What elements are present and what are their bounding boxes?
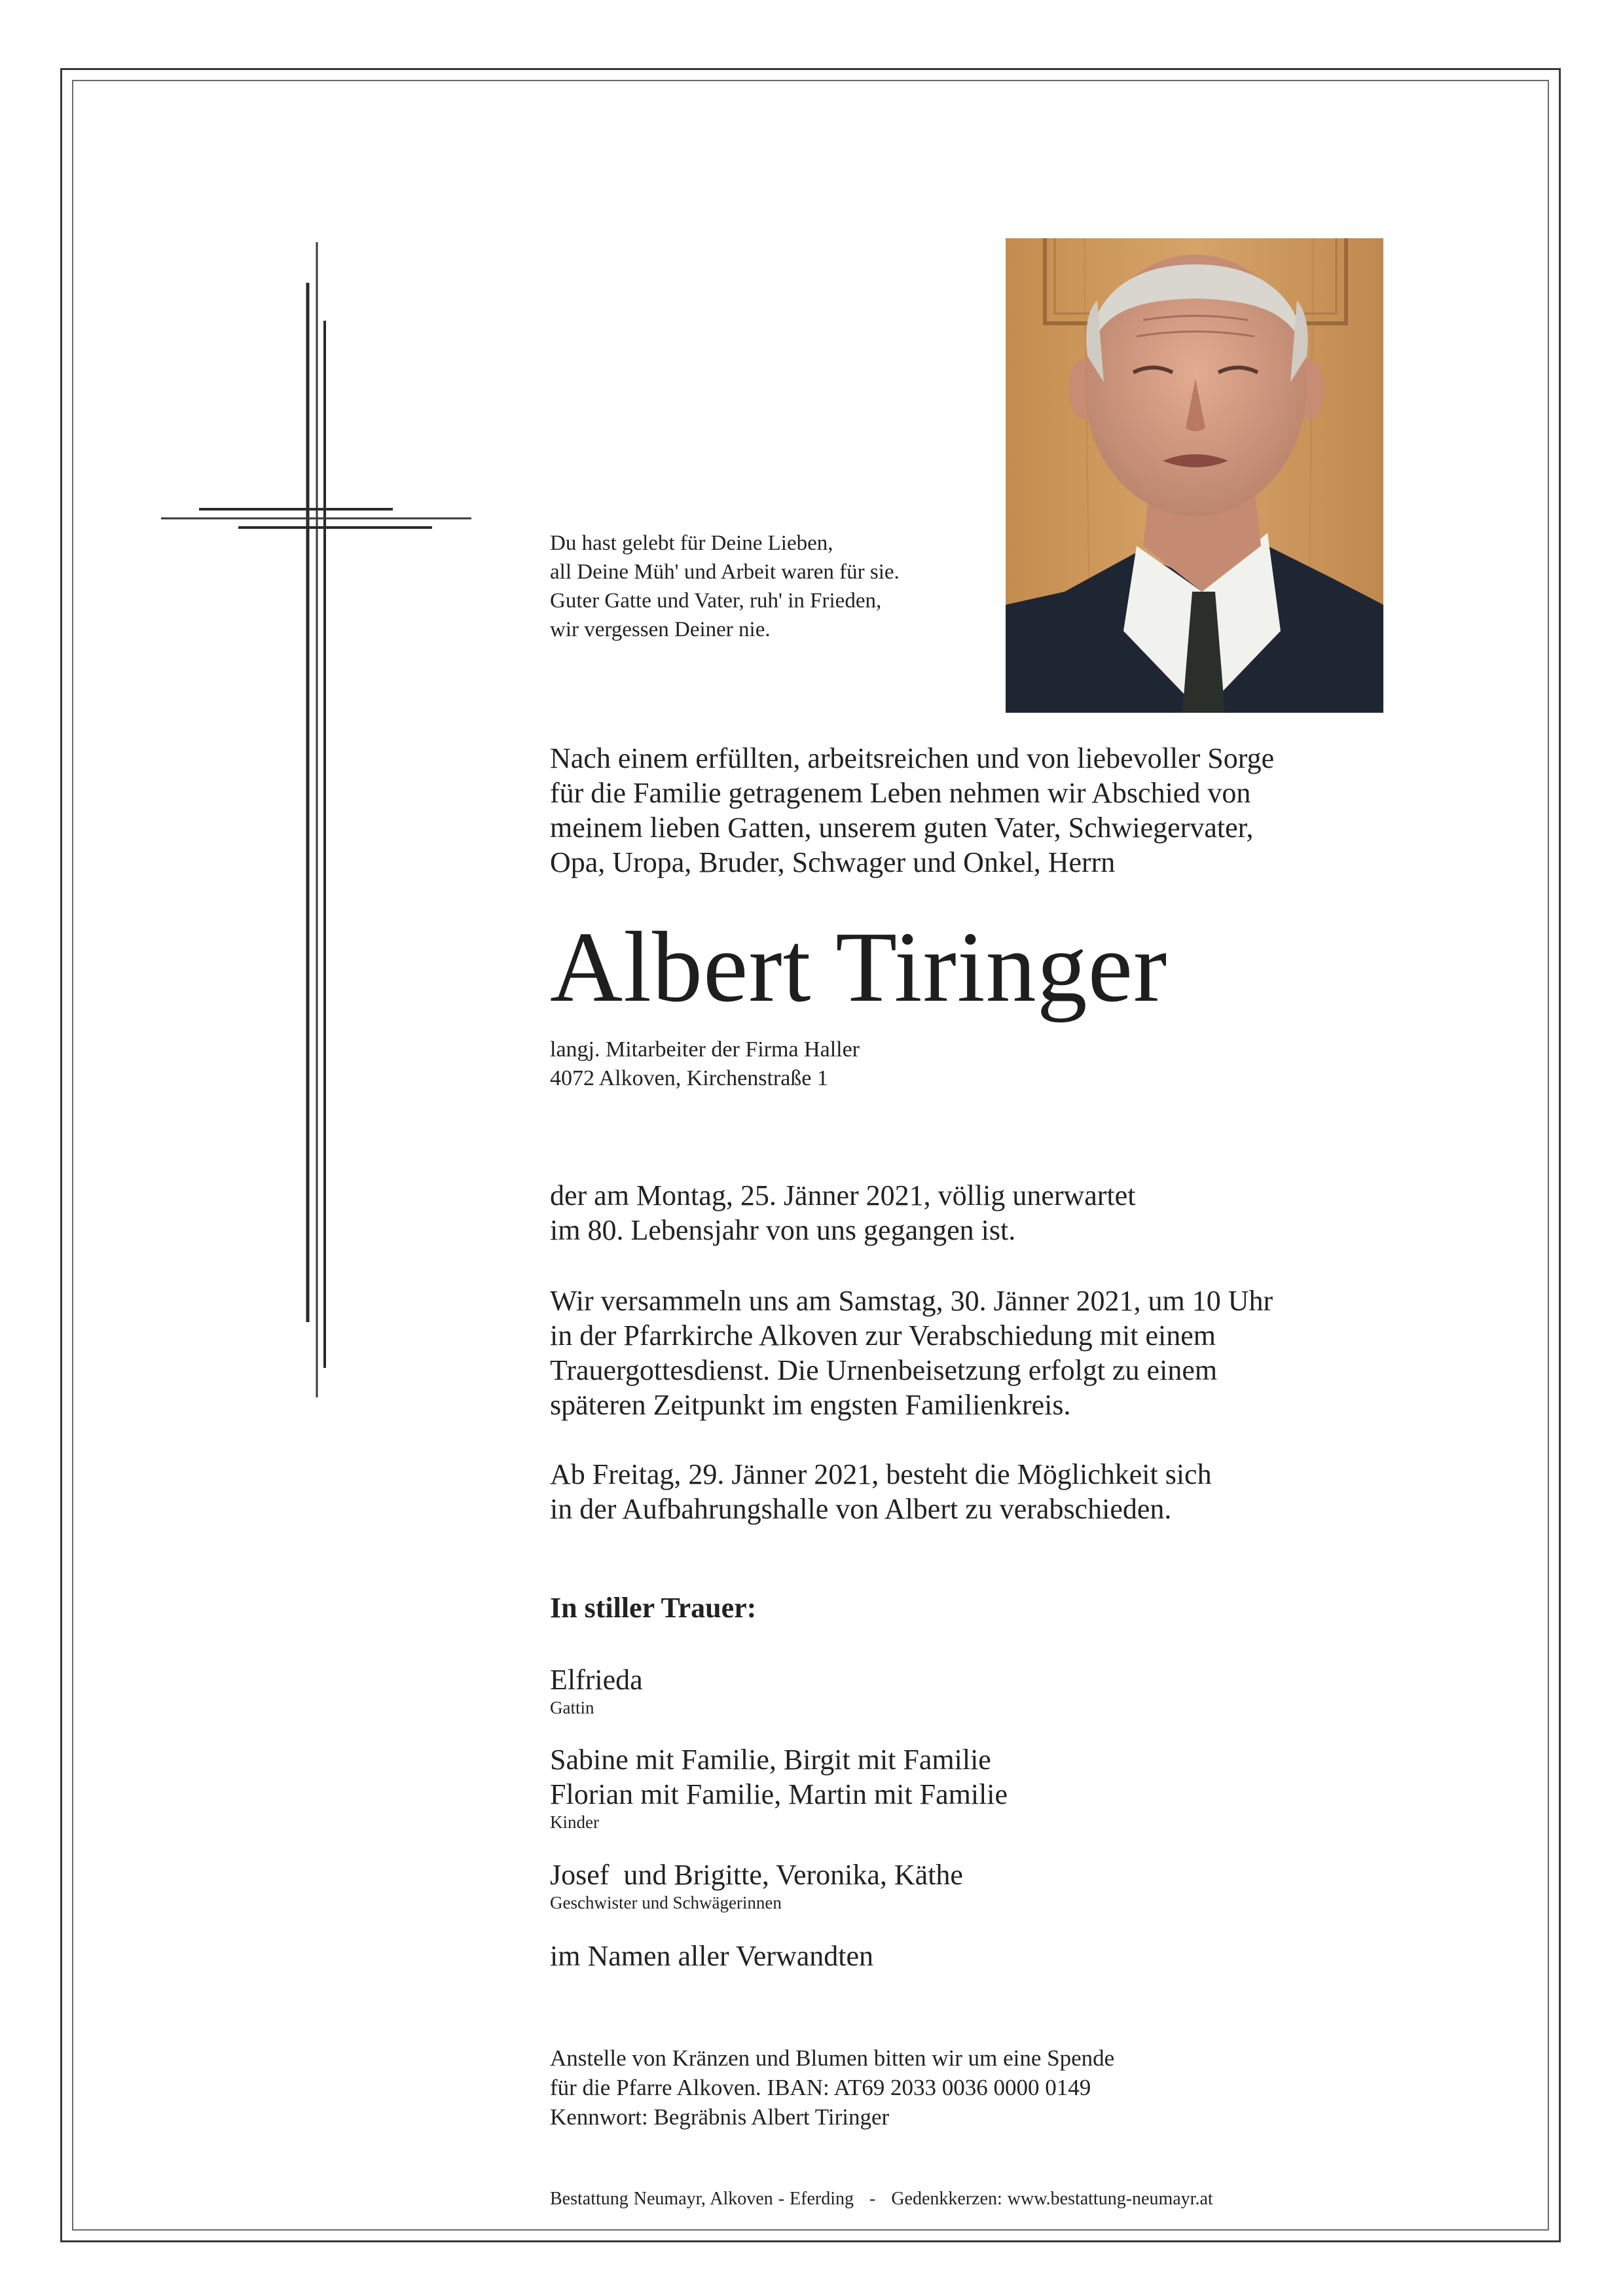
mourners-closing: im Namen aller Verwandten	[550, 1940, 874, 1972]
mourners-heading: In stiller Trauer:	[550, 1592, 757, 1624]
mourner-relation: Geschwister und Schwägerinnen	[550, 1893, 782, 1912]
deceased-name: Albert Tiringer	[550, 912, 1168, 1023]
cross-icon	[157, 242, 478, 1401]
mourner-name: Elfrieda	[550, 1664, 643, 1696]
deceased-details	[550, 1035, 860, 1093]
intro-line: meinem lieben Gatten, unserem guten Vater, Schwiegervater,	[550, 812, 1254, 844]
donation-line: Anstelle von Kränzen und Blumen bitten wir um eine Spende	[550, 2045, 1115, 2071]
mourner-name: Florian mit Familie, Martin mit Familie	[550, 1778, 1008, 1810]
mourner-relation: Gattin	[550, 1698, 594, 1717]
service-line: in der Pfarrkirche Alkoven zur Verabschiedung mit einem	[550, 1319, 1216, 1352]
service-line: Trauergottesdienst. Die Urnenbeisetzung erfolgt zu einem	[550, 1354, 1218, 1386]
intro-line: für die Familie getragenem Leben nehmen wir Abschied von	[550, 777, 1251, 809]
donation-line: Kennwort: Begräbnis Albert Tiringer	[550, 2104, 890, 2130]
poem-line: wir vergessen Deiner nie.	[550, 618, 771, 641]
intro-line: Nach einem erfüllten, arbeitsreichen und von liebevoller Sorge	[550, 742, 1275, 774]
viewing-paragraph	[550, 1457, 1212, 1526]
mourner-group	[550, 1857, 963, 1913]
death-notice	[550, 1178, 1135, 1247]
poem	[550, 529, 900, 644]
intro-paragraph	[550, 741, 1274, 880]
poem-line: Guter Gatte und Vater, ruh' in Frieden,	[550, 589, 882, 613]
deceased-occupation: langj. Mitarbeiter der Firma Haller	[550, 1037, 860, 1062]
service-paragraph	[550, 1283, 1273, 1422]
footer-text: Bestattung Neumayr, Alkoven - Eferding - Gedenkkerzen: www.bestattung-neumayr.at	[550, 2189, 1213, 2209]
mourner-name: Sabine mit Familie, Birgit mit Familie	[550, 1744, 991, 1776]
death-notice-line: der am Montag, 25. Jänner 2021, völlig unerwartet	[550, 1179, 1136, 1211]
service-line: Wir versammeln uns am Samstag, 30. Jänner 2021, um 10 Uhr	[550, 1285, 1273, 1317]
mourner-group	[550, 1662, 643, 1718]
donation-note	[550, 2043, 1114, 2132]
mourner-name: Josef und Brigitte, Veronika, Käthe	[550, 1859, 963, 1891]
deceased-address: 4072 Alkoven, Kirchenstraße 1	[550, 1066, 828, 1090]
intro-line: Opa, Uropa, Bruder, Schwager und Onkel, Herrn	[550, 846, 1116, 878]
poem-line: Du hast gelebt für Deine Lieben,	[550, 531, 833, 555]
donation-line: für die Pfarre Alkoven. IBAN: AT69 2033 0036 0000 0149	[550, 2075, 1091, 2100]
death-notice-line: im 80. Lebensjahr von uns gegangen ist.	[550, 1214, 1016, 1246]
portrait-photo	[1006, 238, 1383, 713]
service-line: späteren Zeitpunkt im engsten Familienkreis.	[550, 1389, 1071, 1421]
mourner-group	[550, 1742, 1008, 1833]
mourner-relation: Kinder	[550, 1812, 599, 1832]
poem-line: all Deine Müh' und Arbeit waren für sie.	[550, 560, 900, 584]
viewing-line: Ab Freitag, 29. Jänner 2021, besteht die Möglichkeit sich	[550, 1458, 1212, 1490]
viewing-line: in der Aufbahrungshalle von Albert zu verabschieden.	[550, 1493, 1172, 1525]
